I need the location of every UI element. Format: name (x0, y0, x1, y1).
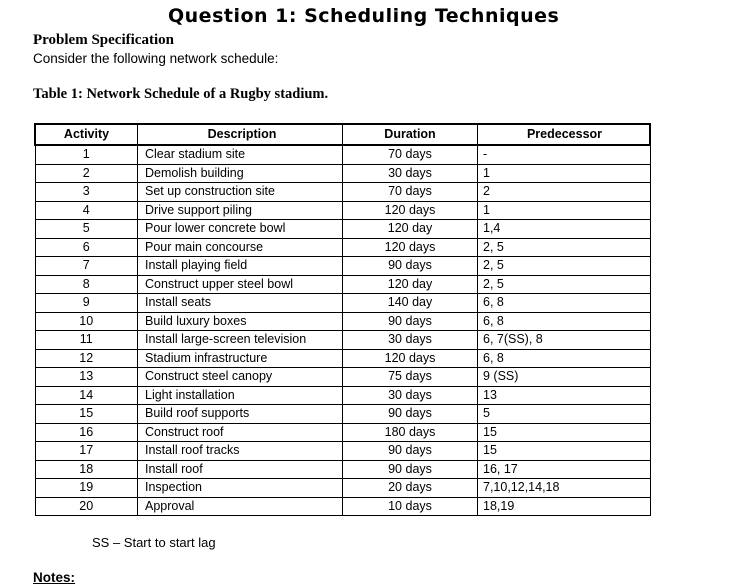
cell-activity: 4 (35, 201, 138, 220)
table-row (35, 423, 650, 442)
header-description: Description (138, 124, 343, 145)
cell-description: Install roof (138, 460, 343, 479)
table-row (35, 497, 650, 516)
cell-duration: 90 days (343, 405, 478, 424)
cell-activity: 5 (35, 220, 138, 239)
cell-duration: 70 days (343, 145, 478, 164)
cell-description: Clear stadium site (138, 145, 343, 164)
table-row (35, 460, 650, 479)
table-row (35, 294, 650, 313)
cell-predecessor: 6, 8 (478, 312, 651, 331)
cell-description: Install roof tracks (138, 442, 343, 461)
cell-description: Pour lower concrete bowl (138, 220, 343, 239)
cell-predecessor: 6, 8 (478, 349, 651, 368)
cell-predecessor: 5 (478, 405, 651, 424)
cell-description: Install playing field (138, 257, 343, 276)
cell-activity: 14 (35, 386, 138, 405)
table-row (35, 238, 650, 257)
cell-duration: 140 day (343, 294, 478, 313)
notes-heading: Notes: (33, 570, 76, 585)
cell-predecessor: 15 (478, 423, 651, 442)
cell-duration: 30 days (343, 164, 478, 183)
cell-description: Construct upper steel bowl (138, 275, 343, 294)
cell-duration: 90 days (343, 257, 478, 276)
cell-activity: 9 (35, 294, 138, 313)
cell-activity: 3 (35, 183, 138, 202)
cell-description: Inspection (138, 479, 343, 498)
cell-activity: 2 (35, 164, 138, 183)
cell-description: Approval (138, 497, 343, 516)
cell-activity: 10 (35, 312, 138, 331)
cell-predecessor: 7,10,12,14,18 (478, 479, 651, 498)
cell-description: Install seats (138, 294, 343, 313)
table-row (35, 257, 650, 276)
table-header-row (35, 124, 650, 145)
cell-description: Pour main concourse (138, 238, 343, 257)
cell-activity: 6 (35, 238, 138, 257)
table-row (35, 164, 650, 183)
cell-activity: 12 (35, 349, 138, 368)
cell-duration: 70 days (343, 183, 478, 202)
cell-activity: 17 (35, 442, 138, 461)
cell-predecessor: 2 (478, 183, 651, 202)
table-row (35, 312, 650, 331)
table-row (35, 220, 650, 239)
table-row (35, 275, 650, 294)
cell-predecessor: 2, 5 (478, 238, 651, 257)
cell-duration: 120 days (343, 238, 478, 257)
cell-activity: 20 (35, 497, 138, 516)
cell-duration: 30 days (343, 386, 478, 405)
cell-predecessor: 13 (478, 386, 651, 405)
cell-predecessor: 15 (478, 442, 651, 461)
header-duration: Duration (343, 124, 478, 145)
cell-description: Construct steel canopy (138, 368, 343, 387)
header-predecessor: Predecessor (478, 124, 651, 145)
cell-predecessor: 9 (SS) (478, 368, 651, 387)
lag-legend: SS – Start to start lag (92, 535, 216, 550)
cell-description: Build luxury boxes (138, 312, 343, 331)
cell-description: Build roof supports (138, 405, 343, 424)
cell-description: Demolish building (138, 164, 343, 183)
cell-predecessor: 1 (478, 164, 651, 183)
cell-duration: 120 day (343, 220, 478, 239)
cell-predecessor: 16, 17 (478, 460, 651, 479)
table-body (35, 145, 650, 516)
cell-description: Light installation (138, 386, 343, 405)
cell-description: Construct roof (138, 423, 343, 442)
table-row (35, 201, 650, 220)
cell-description: Install large-screen television (138, 331, 343, 350)
cell-predecessor: - (478, 145, 651, 164)
table-row (35, 349, 650, 368)
cell-duration: 90 days (343, 442, 478, 461)
cell-predecessor: 2, 5 (478, 275, 651, 294)
cell-duration: 90 days (343, 312, 478, 331)
table-row (35, 368, 650, 387)
cell-duration: 120 day (343, 275, 478, 294)
cell-predecessor: 2, 5 (478, 257, 651, 276)
table-row (35, 405, 650, 424)
cell-activity: 1 (35, 145, 138, 164)
cell-activity: 11 (35, 331, 138, 350)
cell-duration: 180 days (343, 423, 478, 442)
problem-spec-text: Consider the following network schedule: (33, 51, 279, 66)
header-activity: Activity (35, 124, 138, 145)
cell-predecessor: 18,19 (478, 497, 651, 516)
cell-predecessor: 1 (478, 201, 651, 220)
cell-duration: 20 days (343, 479, 478, 498)
table-caption: Table 1: Network Schedule of a Rugby stadium. (33, 86, 329, 102)
table-row (35, 183, 650, 202)
table-row (35, 145, 650, 164)
cell-predecessor: 6, 7(SS), 8 (478, 331, 651, 350)
table-row (35, 442, 650, 461)
page-title: Question 1: Scheduling Techniques (168, 5, 560, 27)
cell-duration: 10 days (343, 497, 478, 516)
table-row (35, 386, 650, 405)
cell-description: Stadium infrastructure (138, 349, 343, 368)
table-row (35, 479, 650, 498)
cell-duration: 75 days (343, 368, 478, 387)
cell-activity: 18 (35, 460, 138, 479)
cell-description: Drive support piling (138, 201, 343, 220)
network-schedule-table (34, 123, 651, 516)
cell-predecessor: 6, 8 (478, 294, 651, 313)
cell-activity: 16 (35, 423, 138, 442)
cell-activity: 15 (35, 405, 138, 424)
cell-duration: 120 days (343, 349, 478, 368)
table-row (35, 331, 650, 350)
cell-activity: 8 (35, 275, 138, 294)
cell-duration: 120 days (343, 201, 478, 220)
cell-activity: 19 (35, 479, 138, 498)
cell-predecessor: 1,4 (478, 220, 651, 239)
problem-spec-heading: Problem Specification (33, 32, 174, 48)
cell-activity: 7 (35, 257, 138, 276)
cell-duration: 90 days (343, 460, 478, 479)
cell-activity: 13 (35, 368, 138, 387)
cell-description: Set up construction site (138, 183, 343, 202)
cell-duration: 30 days (343, 331, 478, 350)
